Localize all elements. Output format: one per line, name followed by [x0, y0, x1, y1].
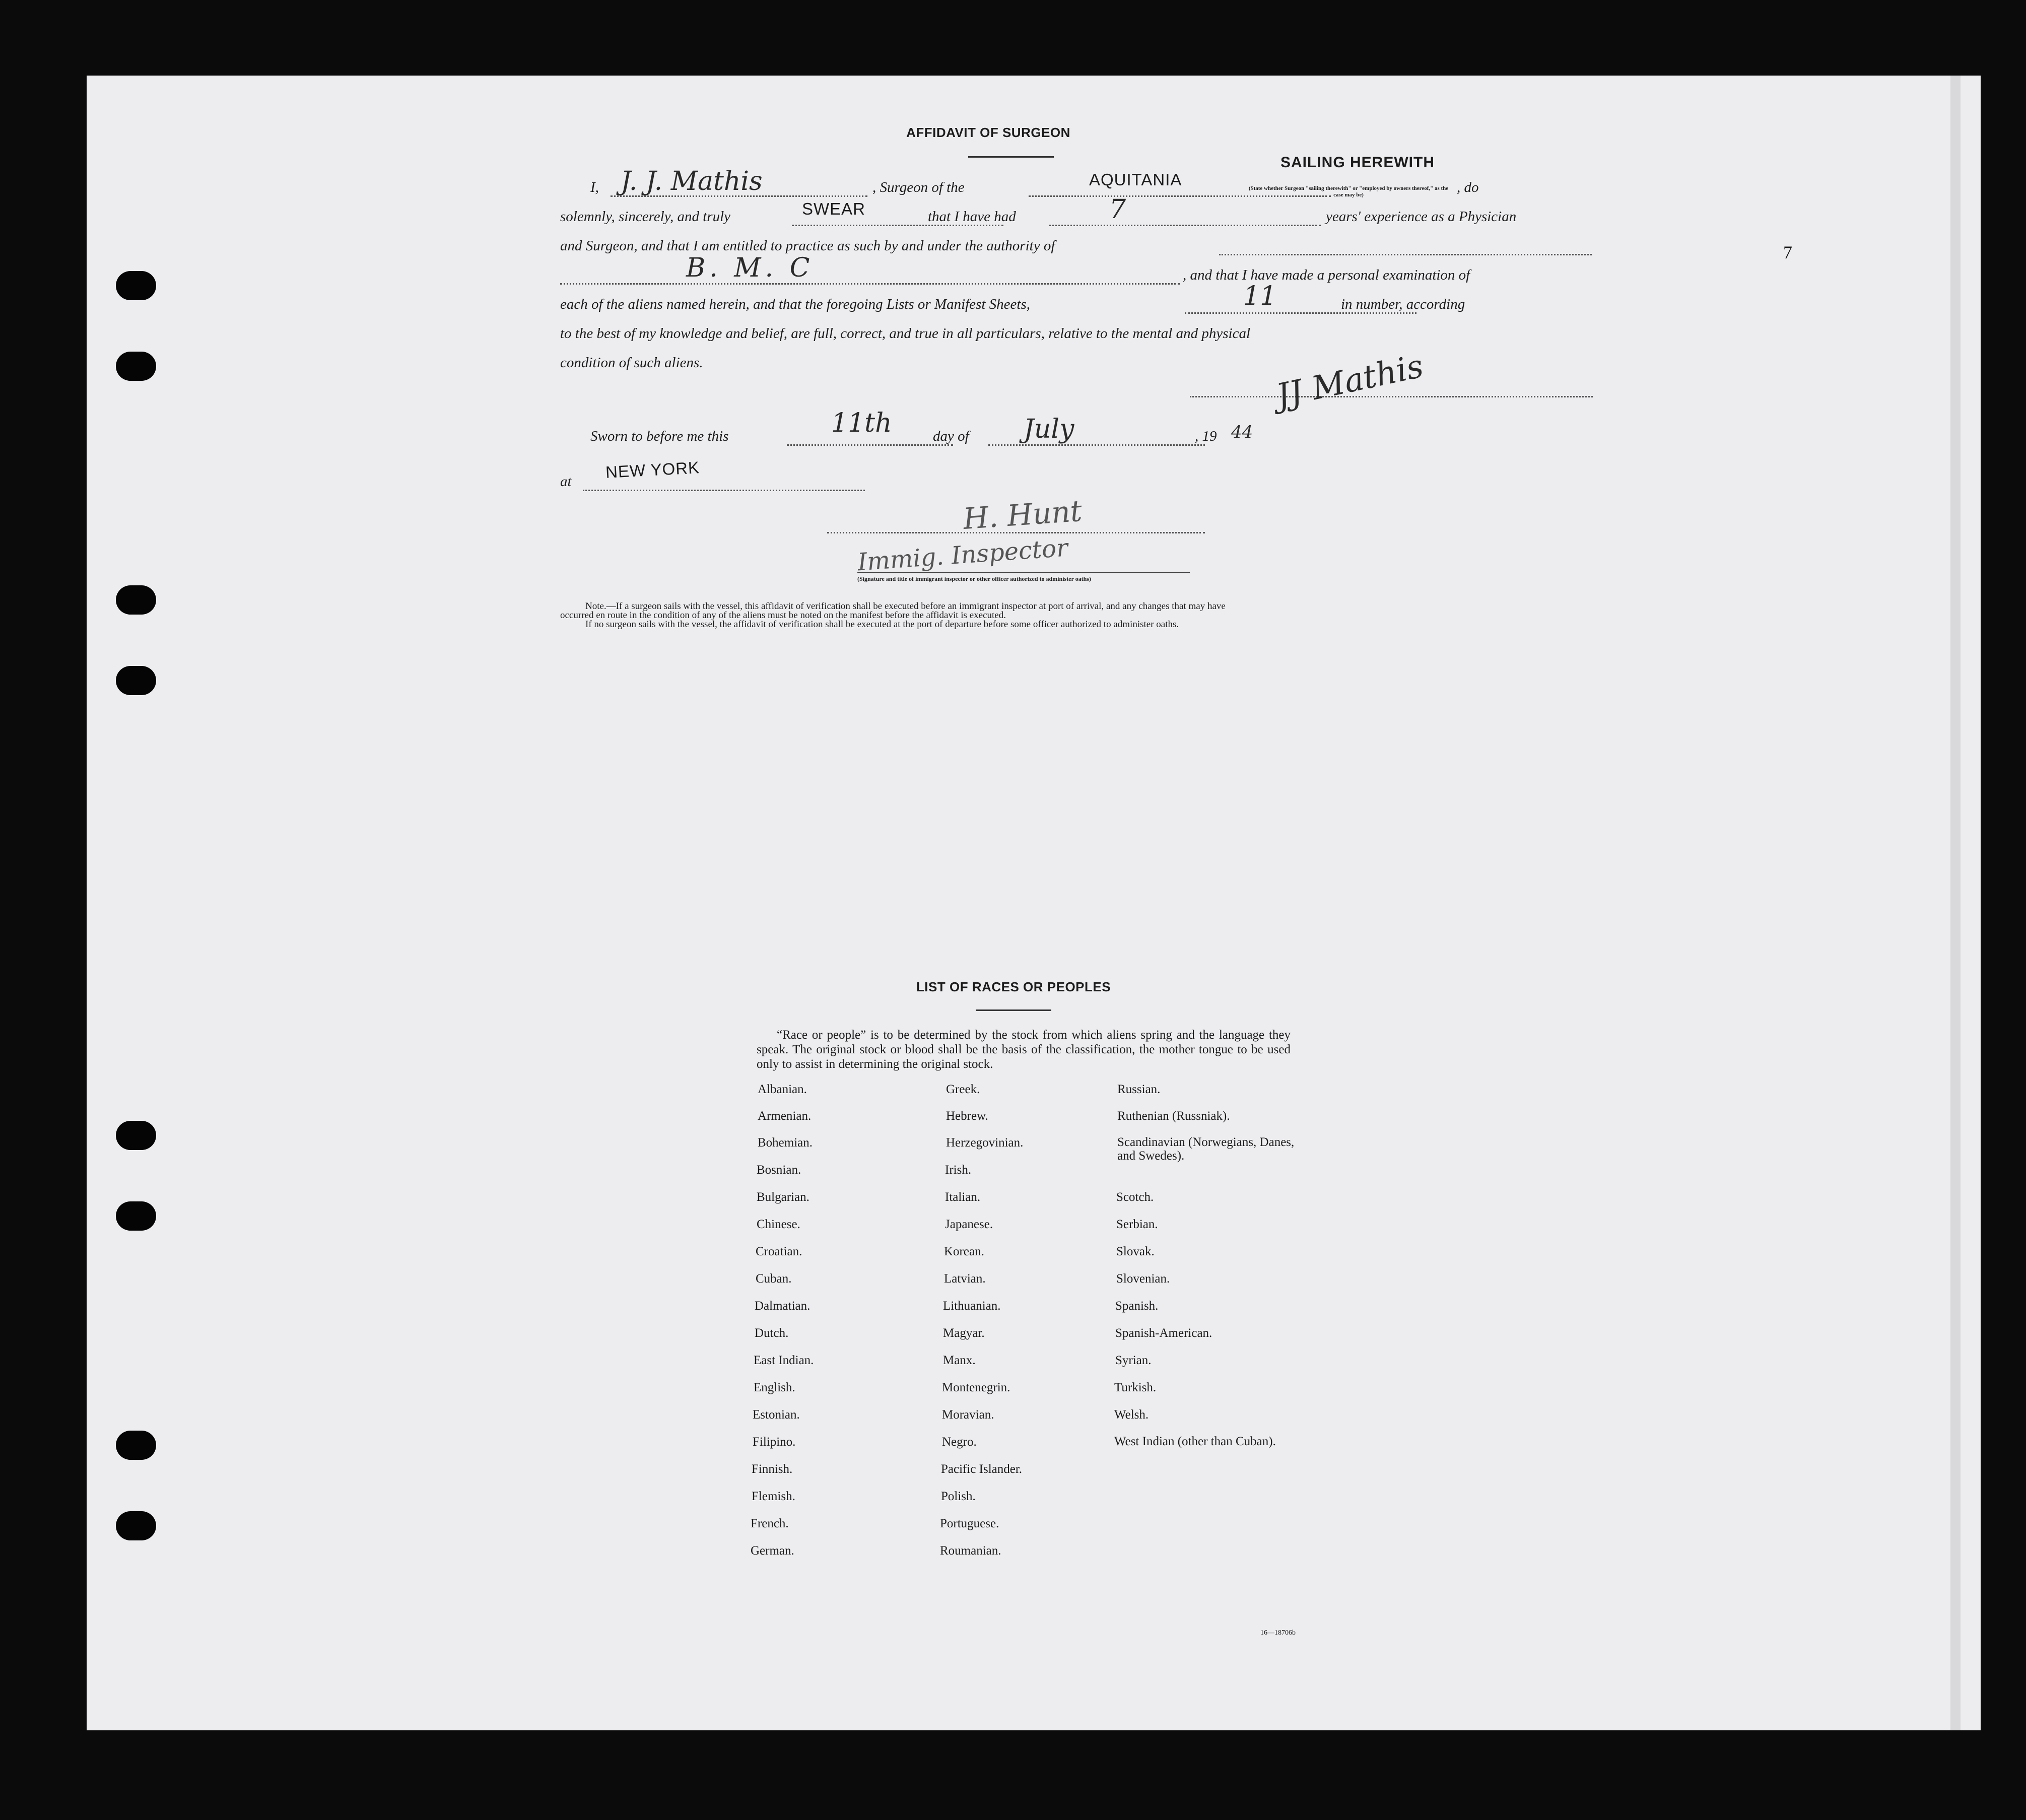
race-item: Bosnian. [757, 1163, 801, 1177]
affidavit-line2-prefix: solemnly, sincerely, and truly [560, 209, 731, 225]
race-item: Italian. [945, 1190, 981, 1204]
affidavit-line5-prefix: each of the aliens named herein, and that the foregoing Lists or Manifest Sheets, [560, 296, 1030, 312]
day-of-label: day of [933, 428, 969, 444]
race-item: Slovenian. [1116, 1272, 1170, 1286]
race-item: Magyar. [943, 1326, 985, 1340]
years-experience: 7 [1109, 194, 1126, 225]
sworn-month: July [1024, 414, 1074, 444]
sworn-year: 44 [1231, 422, 1253, 442]
affidavit-line3: and Surgeon, and that I am entitled to practice as such by and under the authority of [560, 238, 1055, 254]
race-item: Herzegovinian. [946, 1136, 1024, 1150]
race-item: Finnish. [752, 1462, 793, 1476]
race-item: Lithuanian. [943, 1299, 1001, 1313]
races-title: LIST OF RACES OR PEOPLES [916, 979, 1111, 994]
race-item: East Indian. [754, 1354, 814, 1367]
punch-hole [116, 585, 156, 615]
race-item: Manx. [943, 1354, 976, 1367]
page-number: 7 [1783, 242, 1792, 262]
page-edge [1950, 76, 1961, 1730]
race-item: Slovak. [1116, 1245, 1155, 1258]
affidavit-title: AFFIDAVIT OF SURGEON [906, 125, 1070, 140]
race-item: French. [751, 1517, 789, 1530]
race-item: Spanish-American. [1115, 1326, 1212, 1340]
punch-hole [116, 1511, 156, 1540]
sworn-day: 11th [831, 408, 892, 438]
race-item: Hebrew. [946, 1109, 988, 1123]
race-item: Filipino. [753, 1435, 796, 1449]
race-item: Turkish. [1114, 1381, 1157, 1394]
race-item: Chinese. [757, 1218, 800, 1231]
race-item: English. [754, 1381, 795, 1394]
affidavit-line2-mid: that I have had [928, 209, 1016, 225]
affidavit-line1-mid: , Surgeon of the [872, 179, 965, 195]
race-item: Albanian. [758, 1083, 807, 1096]
officer-signature: H. Hunt [962, 493, 1084, 536]
races-intro: “Race or people” is to be determined by the stock from which aliens spring and the language they speak. The original stock or blood shall be the basis of the classification, the mother tongue to be used only to assist in determining the original stock. [757, 1028, 1291, 1071]
race-item: Serbian. [1116, 1218, 1158, 1231]
race-item: Bulgarian. [757, 1190, 809, 1204]
race-item: German. [751, 1544, 794, 1558]
race-item: Croatian. [756, 1245, 802, 1258]
affidavit-line7: condition of such aliens. [560, 355, 703, 371]
officer-caption: (Signature and title of immigrant inspector or other officer authorized to administer oaths) [857, 575, 1091, 582]
race-item: Greek. [946, 1083, 980, 1096]
affidavit-line5-end: in number, according [1341, 296, 1465, 312]
affidavit-line1-prefix: I, [590, 179, 599, 195]
manifest-page [87, 76, 1981, 1730]
sailing-note: (State whether Surgeon "sailing therewith" or "employed by owners thereof," as the case may be) [1248, 185, 1449, 198]
punch-hole [116, 271, 156, 300]
years-blank [1049, 225, 1321, 226]
race-item: Armenian. [758, 1109, 812, 1123]
sheets-count: 11 [1243, 281, 1277, 311]
affidavit-line2-end: years' experience as a Physician [1326, 209, 1517, 225]
note-line-2: occurred en route in the condition of any of the aliens must be noted on the manifest before the affidavit is executed. [560, 610, 1006, 621]
place-blank [583, 490, 865, 491]
race-item: Cuban. [756, 1272, 792, 1286]
race-item: Portuguese. [940, 1517, 999, 1530]
day-blank [787, 444, 953, 446]
note-line-1: Note.—If a surgeon sails with the vessel, this affidavit of verification shall be executed before an immigrant inspector at port of arrival, and any changes that may have [585, 601, 1226, 612]
race-item: Spanish. [1115, 1299, 1159, 1313]
race-item: Scandinavian (Norwegians, Danes, and Swedes). [1117, 1135, 1295, 1163]
punch-hole [116, 1431, 156, 1460]
title-rule [968, 156, 1054, 158]
month-blank [988, 444, 1205, 446]
race-item: Moravian. [942, 1408, 994, 1422]
race-item: Negro. [942, 1435, 977, 1449]
punch-hole [116, 1201, 156, 1231]
race-item: Polish. [941, 1490, 976, 1503]
form-number: 16—18706b [1260, 1629, 1296, 1637]
surgeon-name: J. J. Mathis [621, 166, 763, 196]
affidavit-line1-end: , do [1457, 179, 1479, 195]
race-item: Bohemian. [758, 1136, 813, 1150]
authority: B. M. C [686, 253, 814, 283]
year-prefix: , 19 [1195, 428, 1217, 444]
oath-word: SWEAR [802, 199, 866, 218]
race-item: Latvian. [944, 1272, 986, 1286]
sailing-status: SAILING HEREWITH [1280, 154, 1435, 171]
race-item: Scotch. [1116, 1190, 1154, 1204]
race-item: Dalmatian. [755, 1299, 811, 1313]
vessel-name: AQUITANIA [1089, 170, 1182, 189]
punch-hole [116, 352, 156, 381]
race-item: Pacific Islander. [941, 1462, 1023, 1476]
race-item: Roumanian. [940, 1544, 1001, 1558]
at-label: at [560, 474, 572, 490]
races-title-rule [976, 1009, 1051, 1011]
race-item: Estonian. [753, 1408, 800, 1422]
race-item: Syrian. [1115, 1354, 1152, 1367]
punch-hole [116, 1121, 156, 1150]
race-item: West Indian (other than Cuban). [1114, 1435, 1276, 1448]
surgeon-signature-line [1190, 396, 1593, 397]
sworn-prefix: Sworn to before me this [590, 428, 729, 444]
race-item: Flemish. [752, 1490, 795, 1503]
race-item: Irish. [945, 1163, 972, 1177]
sworn-place: NEW YORK [605, 458, 700, 482]
race-item: Ruthenian (Russniak). [1117, 1109, 1230, 1123]
authority-blank-1 [1219, 254, 1592, 255]
punch-hole [116, 666, 156, 695]
race-item: Dutch. [755, 1326, 789, 1340]
surgeon-signature: JJ Mathis [1273, 348, 1427, 415]
affidavit-line4-end: , and that I have made a personal examination of [1183, 267, 1470, 283]
race-item: Korean. [944, 1245, 984, 1258]
race-item: Welsh. [1114, 1408, 1149, 1422]
race-item: Montenegrin. [942, 1381, 1010, 1394]
officer-title: Immig. Inspector [856, 533, 1069, 577]
race-item: Russian. [1117, 1083, 1161, 1096]
affidavit-line6: to the best of my knowledge and belief, are full, correct, and true in all particulars, relative to the mental and physical [560, 325, 1251, 342]
note-line-3: If no surgeon sails with the vessel, the affidavit of verification shall be executed at the port of departure before some officer authorized to administer oaths. [585, 619, 1179, 630]
authority-blank-2 [560, 283, 1180, 285]
race-item: Japanese. [945, 1218, 993, 1231]
